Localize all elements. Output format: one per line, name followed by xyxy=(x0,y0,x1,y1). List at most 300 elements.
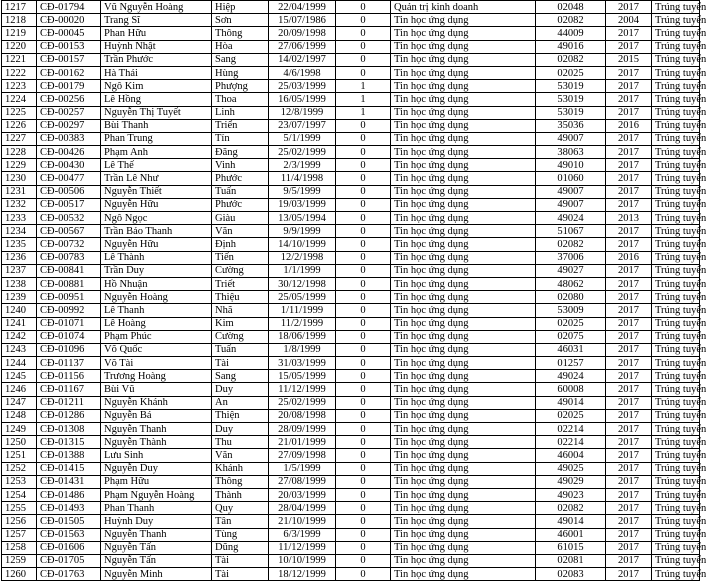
given-name-cell: Sơn xyxy=(212,14,269,27)
graduation-year-cell: 2017 xyxy=(606,277,652,290)
major-cell: Tin học ứng dụng xyxy=(391,396,536,409)
graduation-year-cell: 2017 xyxy=(606,357,652,370)
row-number-cell: 1224 xyxy=(2,93,37,106)
graduation-year-cell: 2017 xyxy=(606,423,652,436)
major-cell: Tin học ứng dụng xyxy=(391,343,536,356)
surname-cell: Nguyễn Thành xyxy=(101,436,212,449)
table-row xyxy=(2,93,700,106)
table-row xyxy=(2,277,700,290)
given-name-cell: Nhã xyxy=(212,304,269,317)
major-cell: Tin học ứng dụng xyxy=(391,475,536,488)
given-name-cell: Triết xyxy=(212,277,269,290)
gender-cell: 0 xyxy=(336,53,391,66)
result-cell: Trúng tuyển xyxy=(652,528,700,541)
gender-cell: 0 xyxy=(336,357,391,370)
gender-cell: 0 xyxy=(336,1,391,14)
result-cell: Trúng tuyển xyxy=(652,488,700,501)
candidate-id-cell: CĐ-00020 xyxy=(37,14,101,27)
given-name-cell: Thông xyxy=(212,27,269,40)
graduation-year-cell: 2017 xyxy=(606,449,652,462)
result-cell: Trúng tuyển xyxy=(652,330,700,343)
graduation-year-cell: 2017 xyxy=(606,343,652,356)
row-number-cell: 1249 xyxy=(2,423,37,436)
candidate-id-cell: CĐ-01493 xyxy=(37,502,101,515)
school-code-cell: 49023 xyxy=(536,488,606,501)
gender-cell: 0 xyxy=(336,264,391,277)
gender-cell: 0 xyxy=(336,198,391,211)
given-name-cell: Phượng xyxy=(212,80,269,93)
birthdate-cell: 9/9/1999 xyxy=(269,225,336,238)
given-name-cell: Định xyxy=(212,238,269,251)
row-number-cell: 1219 xyxy=(2,27,37,40)
major-cell: Tin học ứng dụng xyxy=(391,53,536,66)
given-name-cell: Phước xyxy=(212,198,269,211)
graduation-year-cell: 2017 xyxy=(606,330,652,343)
gender-cell: 0 xyxy=(336,554,391,567)
graduation-year-cell: 2017 xyxy=(606,80,652,93)
birthdate-cell: 23/07/1997 xyxy=(269,119,336,132)
major-cell: Tin học ứng dụng xyxy=(391,304,536,317)
school-code-cell: 02048 xyxy=(536,1,606,14)
candidate-id-cell: CĐ-01211 xyxy=(37,396,101,409)
row-number-cell: 1242 xyxy=(2,330,37,343)
given-name-cell: Linh xyxy=(212,106,269,119)
given-name-cell: Văn xyxy=(212,449,269,462)
candidate-id-cell: CĐ-00841 xyxy=(37,264,101,277)
result-cell: Trúng tuyển xyxy=(652,264,700,277)
row-number-cell: 1260 xyxy=(2,568,37,581)
result-cell: Trúng tuyển xyxy=(652,251,700,264)
given-name-cell: Văn xyxy=(212,225,269,238)
school-code-cell: 49024 xyxy=(536,370,606,383)
birthdate-cell: 27/09/1998 xyxy=(269,449,336,462)
given-name-cell: Dũng xyxy=(212,541,269,554)
gender-cell: 0 xyxy=(336,528,391,541)
surname-cell: Ngô Ngọc xyxy=(101,212,212,225)
school-code-cell: 02075 xyxy=(536,330,606,343)
surname-cell: Võ Quốc xyxy=(101,343,212,356)
school-code-cell: 49007 xyxy=(536,185,606,198)
major-cell: Tin học ứng dụng xyxy=(391,277,536,290)
school-code-cell: 01257 xyxy=(536,357,606,370)
row-number-cell: 1256 xyxy=(2,515,37,528)
result-cell: Trúng tuyển xyxy=(652,343,700,356)
major-cell: Tin học ứng dụng xyxy=(391,106,536,119)
surname-cell: Trang Sĩ xyxy=(101,14,212,27)
birthdate-cell: 19/03/1999 xyxy=(269,198,336,211)
result-cell: Trúng tuyển xyxy=(652,383,700,396)
school-code-cell: 02082 xyxy=(536,238,606,251)
table-row xyxy=(2,198,700,211)
row-number-cell: 1234 xyxy=(2,225,37,238)
result-cell: Trúng tuyển xyxy=(652,106,700,119)
candidate-id-cell: CĐ-01388 xyxy=(37,449,101,462)
result-cell: Trúng tuyển xyxy=(652,40,700,53)
candidate-id-cell: CĐ-01505 xyxy=(37,515,101,528)
given-name-cell: Thiện xyxy=(212,409,269,422)
birthdate-cell: 1/8/1999 xyxy=(269,343,336,356)
gender-cell: 0 xyxy=(336,515,391,528)
school-code-cell: 49007 xyxy=(536,132,606,145)
surname-cell: Phan Thanh xyxy=(101,502,212,515)
school-code-cell: 02080 xyxy=(536,291,606,304)
row-number-cell: 1259 xyxy=(2,554,37,567)
gender-cell: 0 xyxy=(336,185,391,198)
major-cell: Tin học ứng dụng xyxy=(391,488,536,501)
gender-cell: 0 xyxy=(336,462,391,475)
result-cell: Trúng tuyển xyxy=(652,515,700,528)
school-code-cell: 35036 xyxy=(536,119,606,132)
school-code-cell: 46004 xyxy=(536,449,606,462)
school-code-cell: 02082 xyxy=(536,53,606,66)
result-cell: Trúng tuyển xyxy=(652,409,700,422)
surname-cell: Lê Thanh xyxy=(101,304,212,317)
school-code-cell: 61015 xyxy=(536,541,606,554)
major-cell: Tin học ứng dụng xyxy=(391,515,536,528)
school-code-cell: 02083 xyxy=(536,568,606,581)
result-cell: Trúng tuyển xyxy=(652,80,700,93)
school-code-cell: 01060 xyxy=(536,172,606,185)
birthdate-cell: 2/3/1999 xyxy=(269,159,336,172)
graduation-year-cell: 2017 xyxy=(606,515,652,528)
major-cell: Tin học ứng dụng xyxy=(391,185,536,198)
graduation-year-cell: 2017 xyxy=(606,383,652,396)
surname-cell: Hồ Nhuận xyxy=(101,277,212,290)
row-number-cell: 1239 xyxy=(2,291,37,304)
given-name-cell: Sang xyxy=(212,53,269,66)
birthdate-cell: 11/4/1998 xyxy=(269,172,336,185)
candidate-id-cell: CĐ-01308 xyxy=(37,423,101,436)
result-cell: Trúng tuyển xyxy=(652,370,700,383)
given-name-cell: Thoa xyxy=(212,93,269,106)
result-cell: Trúng tuyển xyxy=(652,27,700,40)
surname-cell: Huỳnh Duy xyxy=(101,515,212,528)
given-name-cell: Triển xyxy=(212,119,269,132)
gender-cell: 0 xyxy=(336,304,391,317)
candidate-id-cell: CĐ-01563 xyxy=(37,528,101,541)
major-cell: Tin học ứng dụng xyxy=(391,502,536,515)
birthdate-cell: 28/04/1999 xyxy=(269,502,336,515)
graduation-year-cell: 2017 xyxy=(606,528,652,541)
birthdate-cell: 11/12/1999 xyxy=(269,383,336,396)
gender-cell: 0 xyxy=(336,225,391,238)
birthdate-cell: 9/5/1999 xyxy=(269,185,336,198)
surname-cell: Nguyễn Thiết xyxy=(101,185,212,198)
graduation-year-cell: 2017 xyxy=(606,1,652,14)
admission-results-table xyxy=(1,0,706,581)
candidate-id-cell: CĐ-00567 xyxy=(37,225,101,238)
row-number-cell: 1225 xyxy=(2,106,37,119)
major-cell: Tin học ứng dụng xyxy=(391,568,536,581)
birthdate-cell: 1/11/1999 xyxy=(269,304,336,317)
major-cell: Tin học ứng dụng xyxy=(391,449,536,462)
graduation-year-cell: 2017 xyxy=(606,106,652,119)
major-cell: Tin học ứng dụng xyxy=(391,66,536,79)
major-cell: Tin học ứng dụng xyxy=(391,93,536,106)
major-cell: Tin học ứng dụng xyxy=(391,212,536,225)
surname-cell: Nguyễn Khánh xyxy=(101,396,212,409)
row-number-cell: 1248 xyxy=(2,409,37,422)
candidate-id-cell: CĐ-00383 xyxy=(37,132,101,145)
given-name-cell: Tài xyxy=(212,357,269,370)
school-code-cell: 02082 xyxy=(536,14,606,27)
gender-cell: 0 xyxy=(336,436,391,449)
row-number-cell: 1252 xyxy=(2,462,37,475)
major-cell: Tin học ứng dụng xyxy=(391,264,536,277)
table-row xyxy=(2,159,700,172)
result-cell: Trúng tuyển xyxy=(652,53,700,66)
school-code-cell: 53019 xyxy=(536,80,606,93)
result-cell: Trúng tuyển xyxy=(652,449,700,462)
result-cell: Trúng tuyển xyxy=(652,291,700,304)
graduation-year-cell: 2017 xyxy=(606,291,652,304)
gender-cell: 0 xyxy=(336,277,391,290)
row-number-cell: 1231 xyxy=(2,185,37,198)
candidate-id-cell: CĐ-01486 xyxy=(37,488,101,501)
graduation-year-cell: 2017 xyxy=(606,370,652,383)
birthdate-cell: 12/2/1998 xyxy=(269,251,336,264)
row-number-cell: 1220 xyxy=(2,40,37,53)
row-number-cell: 1246 xyxy=(2,383,37,396)
candidate-id-cell: CĐ-00162 xyxy=(37,66,101,79)
row-number-cell: 1243 xyxy=(2,343,37,356)
surname-cell: Nguyễn Thanh xyxy=(101,528,212,541)
graduation-year-cell: 2017 xyxy=(606,554,652,567)
birthdate-cell: 6/3/1999 xyxy=(269,528,336,541)
gender-cell: 0 xyxy=(336,119,391,132)
result-cell: Trúng tuyển xyxy=(652,238,700,251)
school-code-cell: 53019 xyxy=(536,93,606,106)
result-cell: Trúng tuyển xyxy=(652,1,700,14)
gender-cell: 0 xyxy=(336,40,391,53)
row-number-cell: 1247 xyxy=(2,396,37,409)
graduation-year-cell: 2017 xyxy=(606,409,652,422)
surname-cell: Trần Phước xyxy=(101,53,212,66)
school-code-cell: 37006 xyxy=(536,251,606,264)
row-number-cell: 1223 xyxy=(2,80,37,93)
gender-cell: 0 xyxy=(336,212,391,225)
birthdate-cell: 14/10/1999 xyxy=(269,238,336,251)
school-code-cell: 49025 xyxy=(536,462,606,475)
given-name-cell: Tài xyxy=(212,568,269,581)
school-code-cell: 49014 xyxy=(536,396,606,409)
gender-cell: 0 xyxy=(336,475,391,488)
graduation-year-cell: 2017 xyxy=(606,502,652,515)
graduation-year-cell: 2017 xyxy=(606,40,652,53)
result-cell: Trúng tuyển xyxy=(652,119,700,132)
gender-cell: 0 xyxy=(336,159,391,172)
birthdate-cell: 11/2/1999 xyxy=(269,317,336,330)
result-cell: Trúng tuyển xyxy=(652,14,700,27)
birthdate-cell: 22/04/1999 xyxy=(269,1,336,14)
result-cell: Trúng tuyển xyxy=(652,212,700,225)
major-cell: Tin học ứng dụng xyxy=(391,462,536,475)
major-cell: Tin học ứng dụng xyxy=(391,251,536,264)
candidate-id-cell: CĐ-00951 xyxy=(37,291,101,304)
given-name-cell: Phước xyxy=(212,172,269,185)
major-cell: Tin học ứng dụng xyxy=(391,146,536,159)
birthdate-cell: 21/10/1999 xyxy=(269,515,336,528)
candidate-id-cell: CĐ-01156 xyxy=(37,370,101,383)
candidate-id-cell: CĐ-01074 xyxy=(37,330,101,343)
table-row xyxy=(2,343,700,356)
school-code-cell: 49027 xyxy=(536,264,606,277)
table-row xyxy=(2,488,700,501)
given-name-cell: Hòa xyxy=(212,40,269,53)
birthdate-cell: 27/06/1999 xyxy=(269,40,336,53)
candidate-id-cell: CĐ-01431 xyxy=(37,475,101,488)
given-name-cell: Thành xyxy=(212,488,269,501)
school-code-cell: 38063 xyxy=(536,146,606,159)
gender-cell: 0 xyxy=(336,291,391,304)
given-name-cell: Tuấn xyxy=(212,343,269,356)
table-row xyxy=(2,146,700,159)
table-row xyxy=(2,317,700,330)
birthdate-cell: 31/03/1999 xyxy=(269,357,336,370)
table-row xyxy=(2,185,700,198)
major-cell: Tin học ứng dụng xyxy=(391,436,536,449)
result-cell: Trúng tuyển xyxy=(652,396,700,409)
candidate-id-cell: CĐ-00506 xyxy=(37,185,101,198)
birthdate-cell: 15/07/1986 xyxy=(269,14,336,27)
major-cell: Quản trị kinh doanh xyxy=(391,1,536,14)
major-cell: Tin học ứng dụng xyxy=(391,198,536,211)
school-code-cell: 48062 xyxy=(536,277,606,290)
birthdate-cell: 30/12/1998 xyxy=(269,277,336,290)
candidate-id-cell: CĐ-00153 xyxy=(37,40,101,53)
result-cell: Trúng tuyển xyxy=(652,185,700,198)
given-name-cell: Khánh xyxy=(212,462,269,475)
major-cell: Tin học ứng dụng xyxy=(391,14,536,27)
surname-cell: Phạm Phúc xyxy=(101,330,212,343)
candidate-id-cell: CĐ-00157 xyxy=(37,53,101,66)
graduation-year-cell: 2004 xyxy=(606,14,652,27)
graduation-year-cell: 2017 xyxy=(606,185,652,198)
table-row xyxy=(2,383,700,396)
candidate-id-cell: CĐ-00426 xyxy=(37,146,101,159)
birthdate-cell: 20/08/1998 xyxy=(269,409,336,422)
surname-cell: Nguyễn Hoàng xyxy=(101,291,212,304)
graduation-year-cell: 2017 xyxy=(606,568,652,581)
school-code-cell: 02025 xyxy=(536,409,606,422)
row-number-cell: 1244 xyxy=(2,357,37,370)
candidate-id-cell: CĐ-00297 xyxy=(37,119,101,132)
graduation-year-cell: 2017 xyxy=(606,396,652,409)
table-row xyxy=(2,80,700,93)
gender-cell: 0 xyxy=(336,132,391,145)
table-row xyxy=(2,172,700,185)
candidate-id-cell: CĐ-00179 xyxy=(37,80,101,93)
table-row xyxy=(2,27,700,40)
graduation-year-cell: 2017 xyxy=(606,225,652,238)
graduation-year-cell: 2017 xyxy=(606,132,652,145)
result-cell: Trúng tuyển xyxy=(652,93,700,106)
row-number-cell: 1226 xyxy=(2,119,37,132)
gender-cell: 0 xyxy=(336,27,391,40)
table-row xyxy=(2,53,700,66)
graduation-year-cell: 2017 xyxy=(606,436,652,449)
gender-cell: 0 xyxy=(336,449,391,462)
table-row xyxy=(2,264,700,277)
given-name-cell: Giàu xyxy=(212,212,269,225)
school-code-cell: 53009 xyxy=(536,304,606,317)
major-cell: Tin học ứng dụng xyxy=(391,541,536,554)
surname-cell: Nguyễn Minh xyxy=(101,568,212,581)
candidate-id-cell: CĐ-01137 xyxy=(37,357,101,370)
gender-cell: 0 xyxy=(336,396,391,409)
given-name-cell: Hùng xyxy=(212,66,269,79)
given-name-cell: Cường xyxy=(212,330,269,343)
given-name-cell: Tín xyxy=(212,132,269,145)
row-number-cell: 1230 xyxy=(2,172,37,185)
graduation-year-cell: 2017 xyxy=(606,93,652,106)
surname-cell: Phạm Anh xyxy=(101,146,212,159)
graduation-year-cell: 2017 xyxy=(606,27,652,40)
graduation-year-cell: 2016 xyxy=(606,119,652,132)
given-name-cell: Tân xyxy=(212,515,269,528)
surname-cell: Trương Hoàng xyxy=(101,370,212,383)
gender-cell: 0 xyxy=(336,409,391,422)
given-name-cell: Tài xyxy=(212,554,269,567)
table-row xyxy=(2,251,700,264)
major-cell: Tin học ứng dụng xyxy=(391,357,536,370)
graduation-year-cell: 2017 xyxy=(606,488,652,501)
graduation-year-cell: 2017 xyxy=(606,475,652,488)
row-number-cell: 1245 xyxy=(2,370,37,383)
birthdate-cell: 14/02/1997 xyxy=(269,53,336,66)
row-number-cell: 1257 xyxy=(2,528,37,541)
graduation-year-cell: 2013 xyxy=(606,212,652,225)
candidate-id-cell: CĐ-00532 xyxy=(37,212,101,225)
row-number-cell: 1222 xyxy=(2,66,37,79)
result-cell: Trúng tuyển xyxy=(652,146,700,159)
gender-cell: 1 xyxy=(336,80,391,93)
surname-cell: Phạm Nguyễn Hoàng xyxy=(101,488,212,501)
row-number-cell: 1228 xyxy=(2,146,37,159)
birthdate-cell: 1/5/1999 xyxy=(269,462,336,475)
result-cell: Trúng tuyển xyxy=(652,568,700,581)
birthdate-cell: 18/12/1999 xyxy=(269,568,336,581)
row-number-cell: 1238 xyxy=(2,277,37,290)
table-row xyxy=(2,568,700,581)
result-cell: Trúng tuyển xyxy=(652,317,700,330)
candidate-id-cell: CĐ-00257 xyxy=(37,106,101,119)
given-name-cell: Tùng xyxy=(212,528,269,541)
candidate-id-cell: CĐ-01705 xyxy=(37,554,101,567)
surname-cell: Huỳnh Nhật xyxy=(101,40,212,53)
graduation-year-cell: 2017 xyxy=(606,317,652,330)
candidate-id-cell: CĐ-00992 xyxy=(37,304,101,317)
given-name-cell: Cường xyxy=(212,264,269,277)
surname-cell: Nguyễn Tấn xyxy=(101,541,212,554)
birthdate-cell: 25/03/1999 xyxy=(269,80,336,93)
row-number-cell: 1250 xyxy=(2,436,37,449)
major-cell: Tin học ứng dụng xyxy=(391,370,536,383)
candidate-id-cell: CĐ-01315 xyxy=(37,436,101,449)
given-name-cell: Duy xyxy=(212,383,269,396)
major-cell: Tin học ứng dụng xyxy=(391,423,536,436)
given-name-cell: Đăng xyxy=(212,146,269,159)
row-number-cell: 1217 xyxy=(2,1,37,14)
surname-cell: Phan Trung xyxy=(101,132,212,145)
gender-cell: 0 xyxy=(336,370,391,383)
table-row xyxy=(2,119,700,132)
gender-cell: 0 xyxy=(336,488,391,501)
row-number-cell: 1233 xyxy=(2,212,37,225)
table-row xyxy=(2,66,700,79)
result-cell: Trúng tuyển xyxy=(652,502,700,515)
table-row xyxy=(2,291,700,304)
